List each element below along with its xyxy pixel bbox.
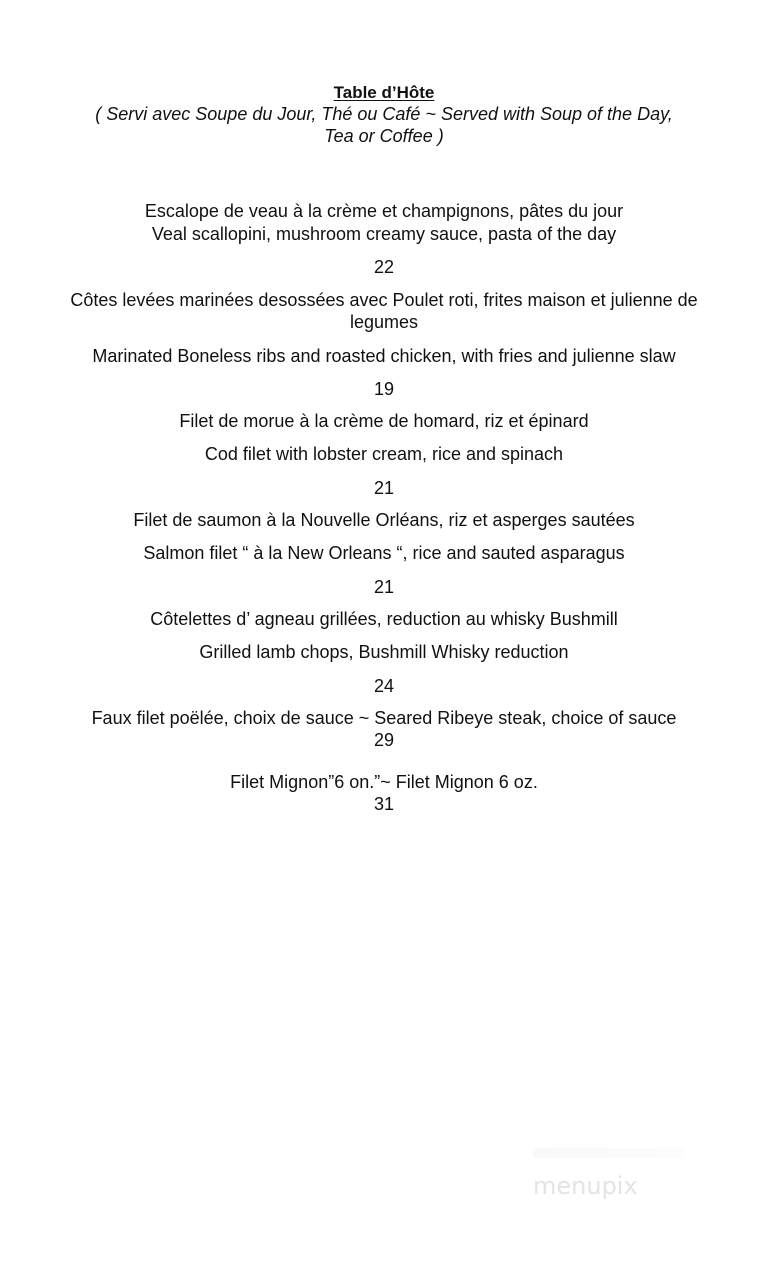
item-ribs-french: Côtes levées marinées desossées avec Poulet roti, frites maison et julienne de legumes <box>70 290 698 332</box>
watermark-bar <box>533 1148 683 1158</box>
item-cod-price: 21 <box>373 478 395 498</box>
item-filet-mignon-price: 31 <box>373 794 395 814</box>
item-ribs-english: Marinated Boneless ribs and roasted chicken, with fries and julienne slaw <box>92 346 676 366</box>
item-ribeye-text: Faux filet poëlée, choix de sauce ~ Seared Ribeye steak, choice of sauce <box>91 708 677 728</box>
item-cod-english: Cod filet with lobster cream, rice and spinach <box>204 444 564 464</box>
item-lamb-price: 24 <box>373 676 395 696</box>
item-filet-mignon-text: Filet Mignon”6 on.”~ Filet Mignon 6 oz. <box>230 772 538 792</box>
item-salmon-price: 21 <box>373 577 395 597</box>
item-salmon-french: Filet de saumon à la Nouvelle Orléans, riz et asperges sautées <box>133 510 635 530</box>
item-ribs-price: 19 <box>373 379 395 399</box>
item-veal-english: Veal scallopini, mushroom creamy sauce, pasta of the day <box>151 224 617 244</box>
menu-subtitle-line-2: Tea or Coffee ) <box>324 126 444 146</box>
item-lamb-english: Grilled lamb chops, Bushmill Whisky reduction <box>199 642 569 662</box>
item-veal-price: 22 <box>373 257 395 277</box>
menu-title: Table d’Hôte <box>333 83 435 102</box>
item-ribeye-price: 29 <box>373 730 395 750</box>
menupix-watermark: menupix <box>533 1172 638 1200</box>
item-lamb-french: Côtelettes d’ agneau grillées, reduction au whisky Bushmill <box>150 609 618 629</box>
item-salmon-english: Salmon filet “ à la New Orleans “, rice and sauted asparagus <box>143 543 625 563</box>
item-cod-french: Filet de morue à la crème de homard, riz et épinard <box>179 411 589 431</box>
menu-subtitle-line-1: ( Servi avec Soupe du Jour, Thé ou Café ~ Served with Soup of the Day, <box>95 104 673 124</box>
item-veal-french: Escalope de veau à la crème et champignons, pâtes du jour <box>144 201 624 221</box>
